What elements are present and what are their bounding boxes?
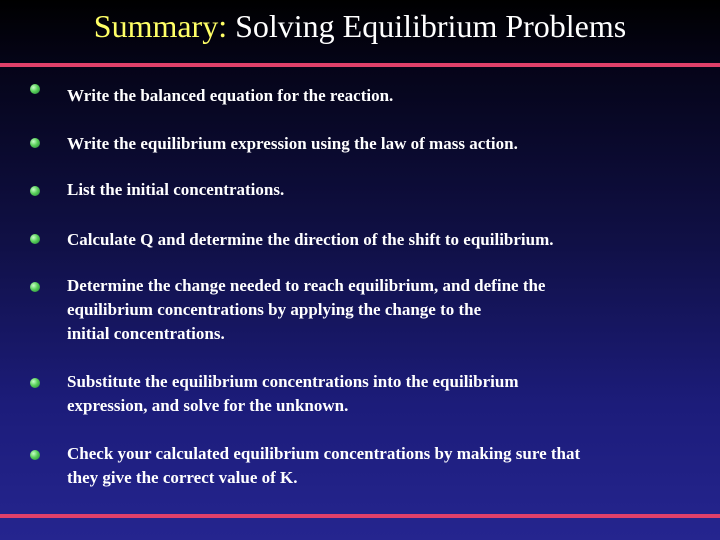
bullet-text: Check your calculated equilibrium concentrations by making sure that they give the correct value of K. <box>67 444 581 487</box>
bullet-icon <box>30 84 40 94</box>
bullet-icon <box>30 450 40 460</box>
bullet-text: List the initial concentrations. <box>67 180 285 199</box>
bullet-text: Substitute the equilibrium concentrations into the equilibrium expression, and solve for the unknown. <box>67 372 519 415</box>
bottom-divider <box>0 514 720 518</box>
bullet-text: Write the equilibrium expression using the law of mass action. <box>67 134 518 153</box>
title-text: Solving Equilibrium Problems <box>235 8 627 44</box>
bullet-icon <box>30 186 40 196</box>
bullet-icon <box>30 234 40 244</box>
bullet-text: Calculate Q and determine the direction of the shift to equilibrium. <box>67 230 554 249</box>
title-keyword: Summary: <box>93 8 228 44</box>
bullet-text: Write the balanced equation for the reaction. <box>67 86 394 105</box>
bullet-icon <box>30 378 40 388</box>
bullet-icon <box>30 138 40 148</box>
bullet-icon <box>30 282 40 292</box>
bullet-text: Determine the change needed to reach equilibrium, and define the equilibrium concentrations by applying the change to the initial concentrations. <box>67 276 546 343</box>
